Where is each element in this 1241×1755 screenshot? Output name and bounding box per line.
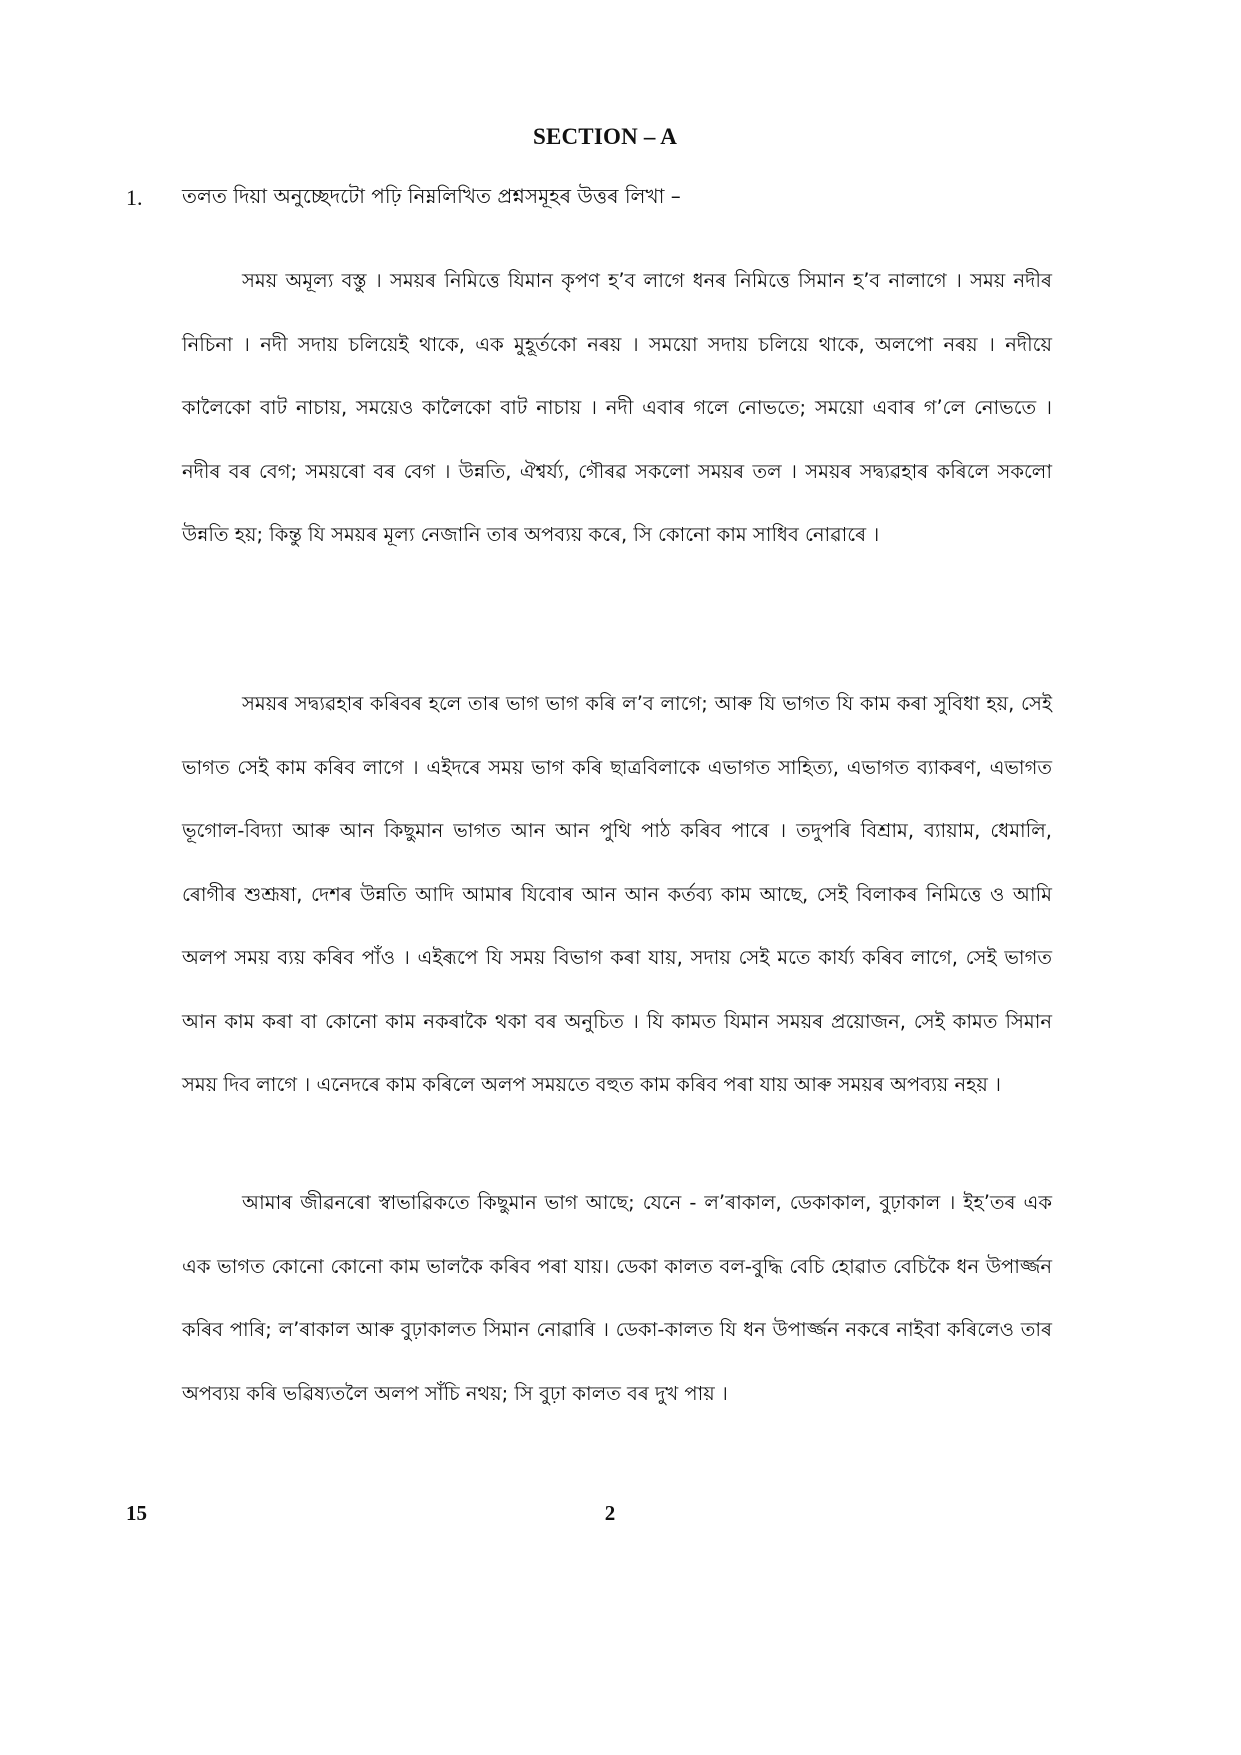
section-heading: SECTION – A [532, 124, 678, 149]
page-number: 2 [604, 1501, 616, 1525]
passage-paragraph-1: সময় অমূল্য বস্তু । সময়ৰ নিমিত্তে যিমান কৃপণ হ’ব লাগে ধনৰ নিমিত্তে সিমান হ’ব নালাগে । সময় নদীৰ নিচিনা । নদী সদায় চলিয়েই থাকে, এক মুহূৰ্তকো নৰয় । সময়ো সদায় চলিয়ে থাকে, অলপো নৰয় । নদীয়ে কালৈকো বাট নাচায়, সময়েও কালৈকো বাট নাচায় । নদী এবাৰ গলে নোভতে; সময়ো এবাৰ গ’লে নোভতে । নদীৰ বৰ বেগ; সময়ৰো বৰ বেগ । উন্নতি, ঐশ্বৰ্য্য, গৌৰৱ সকলো সময়ৰ তল । সময়ৰ সদ্ব্যৱহাৰ কৰিলে সকলো উন্নতি হয়; কিন্তু যি সময়ৰ মূল্য নেজানি তাৰ অপব্যয় কৰে, সি কোনো কাম সাধিব নোৱাৰে । [182, 269, 1052, 546]
question-instruction: তলত দিয়া অনুচ্ছেদটো পঢ়ি নিম্নলিখিত প্ৰশ্নসমূহৰ উত্তৰ লিখা – [182, 184, 681, 208]
passage-paragraph-3: আমাৰ জীৱনৰো স্বাভাৱিকতে কিছুমান ভাগ আছে; যেনে - ল’ৰাকাল, ডেকাকাল, বুঢ়াকাল । ইহ’তৰ এক এক ভাগত কোনো কোনো কাম ভালকৈ কৰিব পৰা যায়। ডেকা কালত বল-বুদ্ধি বেচি হোৱাত বেচিকৈ ধন উপাৰ্জ্জন কৰিব পাৰি; ল’ৰাকাল আৰু বুঢ়াকালত সিমান নোৱাৰি । ডেকা-কালত যি ধন উপাৰ্জ্জন নকৰে নাইবা কৰিলেও তাৰ অপব্যয় কৰি ভৱিষ্যতলৈ অলপ সাঁচি নথয়; সি বুঢ়া কালত বৰ দুখ পায় । [182, 1191, 1052, 1405]
passage-paragraph-2: সময়ৰ সদ্ব্যৱহাৰ কৰিবৰ হলে তাৰ ভাগ ভাগ কৰি ল’ব লাগে; আৰু যি ভাগত যি কাম কৰা সুবিধা হয়, সেই ভাগত সেই কাম কৰিব লাগে । এইদৰে সময় ভাগ কৰি ছাত্ৰবিলাকে এভাগত সাহিত্য, এভাগত ব্যাকৰণ, এভাগত ভূগোল-বিদ্যা আৰু আন কিছুমান ভাগত আন আন পুথি পাঠ কৰিব পাৰে । তদুপৰি বিশ্ৰাম, ব্যায়াম, ধেমালি, ৰোগীৰ শুশ্ৰূষা, দেশৰ উন্নতি আদি আমাৰ যিবোৰ আন আন কৰ্তব্য কাম আছে, সেই বিলাকৰ নিমিত্তে ও আমি অলপ সময় ব্যয় কৰিব পাঁও । এইৰূপে যি সময় বিভাগ কৰা যায়, সদায় সেই মতে কাৰ্য্য কৰিব লাগে, সেই ভাগত আন কাম কৰা বা কোনো কাম নকৰাকৈ থকা বৰ অনুচিত । যি কামত যিমান সময়ৰ প্ৰয়োজন, সেই কামত সিমান সময় দিব লাগে । এনেদৰে কাম কৰিলে অলপ সময়তে বহুত কাম কৰিব পৰা যায় আৰু সময়ৰ অপব্যয় নহয় । [182, 692, 1052, 1096]
question-number: 1. [126, 185, 143, 210]
paper-code: 15 [126, 1501, 147, 1525]
